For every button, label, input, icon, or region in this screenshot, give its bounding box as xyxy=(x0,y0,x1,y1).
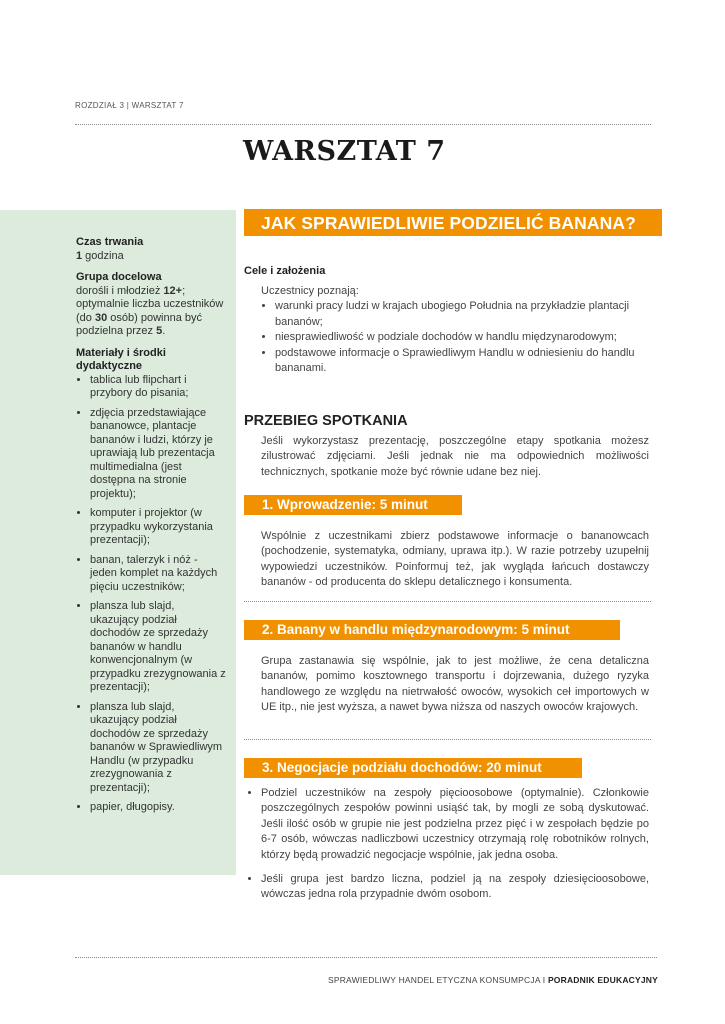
footer xyxy=(328,975,658,985)
materials-label: Materiały i środki dydaktyczne xyxy=(76,346,166,372)
step1-banner xyxy=(244,495,462,515)
goals-text xyxy=(261,284,649,376)
materials-item: • banan, talerzyk i nóż - jeden komplet na każdych pięciu uczestników; xyxy=(90,554,226,595)
goals-label: Cele i założenia xyxy=(244,265,326,277)
group-text-4: . xyxy=(162,325,166,337)
materials-item: • tablica lub flipchart i przybory do pisania; xyxy=(90,374,226,401)
goals-item: • warunki pracy ludzi w krajach ubogiego Południa na przykładzie plantacji bananów; xyxy=(275,299,649,330)
materials-item: • papier, długopisy. xyxy=(90,801,226,815)
group-block xyxy=(76,271,226,339)
goals-item: • podstawowe informacje o Sprawiedliwym Handlu w odniesieniu do handlu bananami. xyxy=(275,346,649,377)
footer-publication: SPRAWIEDLIWY HANDEL ETYCZNA KONSUMPCJA xyxy=(327,975,541,985)
step1-text: Wspólnie z uczestnikami zbierz podstawowe informacje o bananowcach (pochodzenie, systematyka, odmiany, uprawa itp.). W razie potrzeby uzupełnij wypowiedzi uczestników. Poinformuj też, jak wygląda łańcuch dostawczy bananów - od producenta do sklepu detalicznego i konsumenta. xyxy=(261,530,649,589)
group-text-2: ; optymalnie liczba uczestników (do xyxy=(76,284,224,324)
duration-block xyxy=(76,236,226,263)
duration-unit: godzina xyxy=(82,249,124,262)
materials-item: • komputer i projektor (w przypadku wykorzystania prezentacji); xyxy=(90,507,226,548)
group-text xyxy=(76,285,226,339)
group-label: Grupa docelowa xyxy=(76,271,162,283)
step3-list xyxy=(247,786,649,903)
group-divisor: 5 xyxy=(156,325,163,337)
footer-guide-label: PORADNIK EDUKACYJNY xyxy=(547,975,658,985)
goals-item: • niesprawiedliwość w podziale dochodów w handlu międzynarodowym; xyxy=(275,330,649,345)
step3-text xyxy=(247,786,649,903)
main-banner-title: JAK SPRAWIEDLIWIE PODZIELIĆ BANANA? xyxy=(261,213,636,233)
duration-value xyxy=(76,250,226,264)
materials-list xyxy=(76,374,226,815)
step3-item: • Podziel uczestników na zespoły pięcioosobowe (optymalnie). Członkowie poszczególnych zespołów powinni usiąść tak, by mogli ze sobą dyskutować. Jeśli ilość osób w grupie nie jest podzielna przez pięć i w zespołach będzie po 6-7 osób, wówczas nadliczbowi uczestnicy otrzymają rolę robotników rolnych, którzy będą prowadzić negocjacje wspólnie, jak jedna osoba. xyxy=(261,786,649,863)
step2-banner xyxy=(244,620,620,640)
footer-separator: I xyxy=(540,975,548,985)
meeting-heading: PRZEBIEG SPOTKANIA xyxy=(244,413,408,429)
step1-title: 1. Wprowadzenie: 5 minut xyxy=(262,497,428,512)
step2-title: 2. Banany w handlu międzynarodowym: 5 minut xyxy=(262,622,570,637)
materials-block xyxy=(76,347,226,815)
group-count: 30 xyxy=(94,311,108,324)
duration-label: Czas trwania xyxy=(76,236,144,248)
group-text-1: dorośli i młodzież xyxy=(76,284,164,297)
materials-item: • zdjęcia przedstawiające bananowce, plantacje bananów i ludzi, którzy je uprawiają lub prezentacja multimedialna (jest dostępna na stronie projektu); xyxy=(90,407,226,502)
footer-divider xyxy=(75,957,657,958)
page-title: WARSZTAT 7 xyxy=(243,136,446,167)
step1-divider xyxy=(244,601,651,602)
step3-banner xyxy=(244,758,582,778)
step3-item: • Jeśli grupa jest bardzo liczna, podziel ją na zespoły dziesięcioosobowe, wówczas jedna rola przypadnie dwóm osobom. xyxy=(261,872,649,903)
goals-list xyxy=(261,299,649,376)
duration-number: 1 xyxy=(76,249,83,262)
step2-text: Grupa zastanawia się wspólnie, jak to jest możliwe, że cena detaliczna bananów, pomimo kosztownego transportu i dojrzewania, dużego ryzyka handlowego ze względu na nietrwałość owoców, wysokich ceł importowych w UE itp., nie jest wyższa, a nawet bywa niższa od naszych owoców krajowych. xyxy=(261,655,649,714)
materials-item: • plansza lub slajd, ukazujący podział dochodów ze sprzedaży bananów w handlu konwencjonalnym (w przypadku zrezygnowania z prezentacji); xyxy=(90,600,226,695)
step3-title: 3. Negocjacje podziału dochodów: 20 minut xyxy=(262,760,542,775)
header-divider xyxy=(75,124,651,125)
breadcrumb: ROZDZIAŁ 3 | WARSZTAT 7 xyxy=(75,101,184,110)
main-banner xyxy=(244,209,662,236)
sidebar-content xyxy=(76,236,226,823)
goals-intro: Uczestnicy poznają: xyxy=(261,285,359,297)
step2-divider xyxy=(244,739,651,740)
meeting-intro: Jeśli wykorzystasz prezentację, poszczególne etapy spotkania możesz zilustrować zdjęciami. Jeśli jednak nie ma odpowiednich możliwości technicznych, spotkanie może być równie udane bez niej. xyxy=(261,435,649,478)
materials-item: • plansza lub slajd, ukazujący podział dochodów ze sprzedaży bananów w Sprawiedliwym Handlu (w przypadku zrezygnowania z prezentacji); xyxy=(90,701,226,796)
group-text-3: osób) powinna być podzielna przez xyxy=(76,311,202,337)
group-age: 12+ xyxy=(163,284,183,297)
